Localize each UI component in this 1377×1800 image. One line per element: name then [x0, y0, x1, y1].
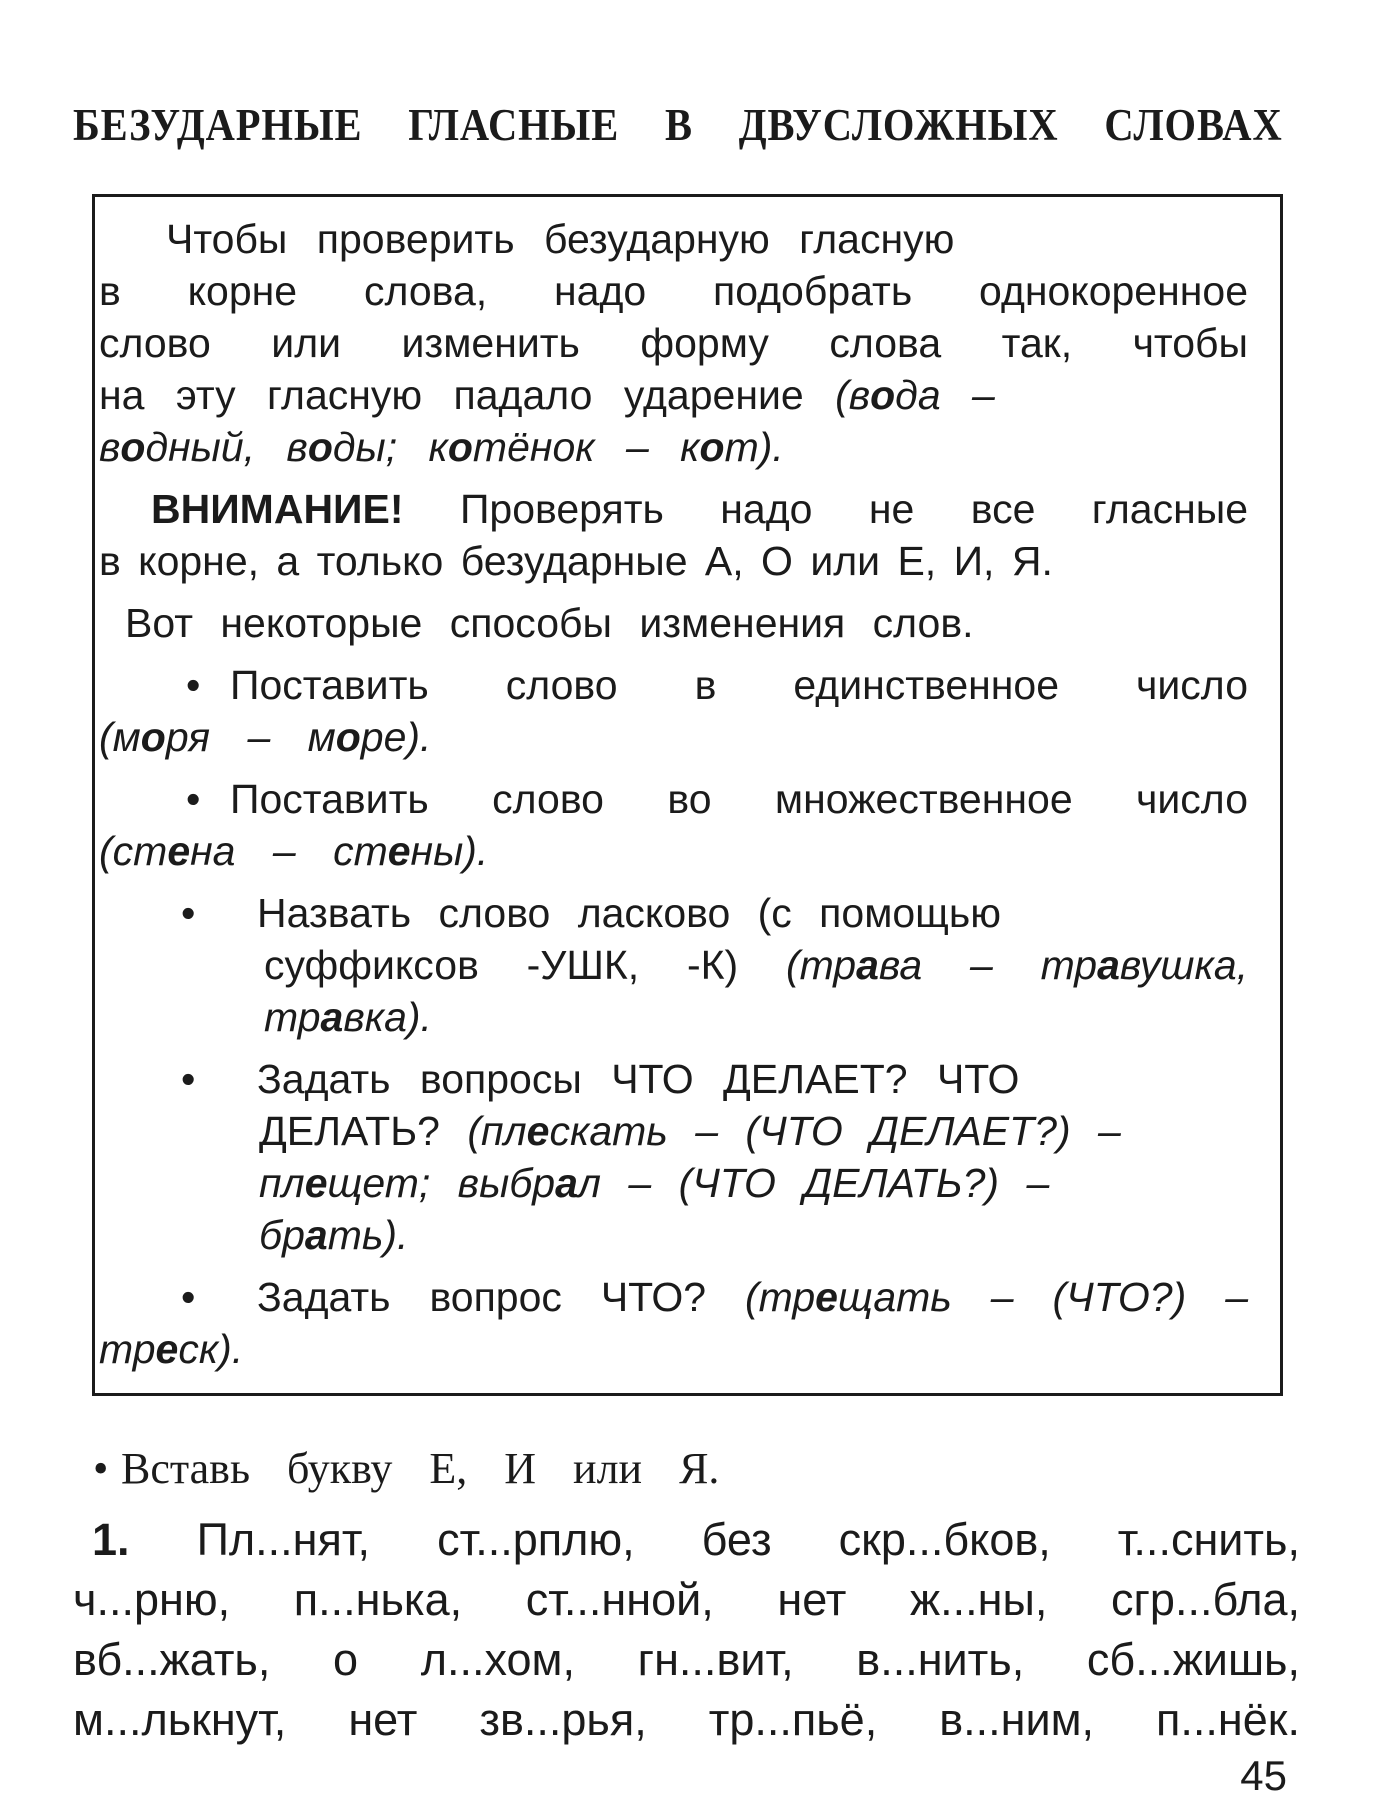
bullet-icon: • — [93, 1444, 109, 1494]
text-segment: Вот некоторые способы изменения слов. — [125, 600, 974, 647]
text-segment: щет; выбр — [327, 1160, 556, 1207]
paragraph — [99, 887, 1248, 1043]
text-segment: о — [140, 714, 166, 761]
text-segment: да – — [895, 372, 995, 419]
text-segment: ть). — [327, 1212, 409, 1259]
text-segment: щать – (ЧТО?) – — [837, 1274, 1249, 1321]
text-segment: е — [526, 1108, 550, 1155]
paragraph — [99, 1271, 1248, 1375]
page-title: БЕЗУДАРНЫЕ ГЛАСНЫЕ В ДВУСЛОЖНЫХ СЛОВАХ — [73, 100, 1283, 151]
text-segment: скать – (ЧТО ДЕЛАЕТ?) – — [549, 1108, 1121, 1155]
text-segment: Проверять надо не все гласные — [403, 486, 1248, 533]
text-segment: т). — [724, 424, 784, 471]
text-segment: на – ст — [190, 828, 388, 875]
text-line — [259, 1157, 1248, 1209]
text-segment: ны). — [410, 828, 489, 875]
text-line — [186, 773, 1248, 825]
text-segment: ва – тр — [878, 942, 1098, 989]
text-line — [181, 887, 1248, 939]
text-segment: в корне, а только безударные А, О или Е, И, Я. — [99, 538, 1053, 585]
text-segment: (тр — [745, 1274, 816, 1321]
text-segment: о — [307, 424, 333, 471]
page-number: 45 — [1240, 1752, 1287, 1800]
text-segment: вушка, — [1119, 942, 1249, 989]
text-segment: ря – м — [165, 714, 336, 761]
text-segment: на эту гласную падало ударение — [99, 372, 836, 419]
text-segment: Назвать слово ласково (с помощью — [257, 890, 1002, 937]
text-segment: а — [555, 1160, 578, 1207]
text-segment: о — [120, 424, 146, 471]
text-segment: о — [447, 424, 473, 471]
text-line — [73, 1570, 1300, 1630]
paragraph — [99, 483, 1248, 587]
text-line — [99, 711, 1248, 763]
text-segment: (в — [835, 372, 871, 419]
paragraph — [99, 597, 1248, 649]
text-segment: е — [815, 1274, 838, 1321]
text-line — [99, 317, 1248, 369]
text-segment: е — [167, 828, 191, 875]
text-line — [151, 483, 1248, 535]
text-segment: о — [699, 424, 725, 471]
text-line — [181, 1053, 1248, 1105]
text-line — [73, 1690, 1300, 1750]
text-segment: е — [155, 1326, 179, 1373]
text-line — [259, 1105, 1248, 1157]
rule-box-content — [99, 213, 1248, 1375]
text-line — [99, 265, 1248, 317]
text-segment: Поставить слово во множественное число — [230, 776, 1248, 823]
text-segment: а — [320, 994, 344, 1041]
text-segment: ВНИМАНИЕ! — [151, 486, 404, 533]
text-segment: ск). — [178, 1326, 244, 1373]
text-segment: е — [387, 828, 411, 875]
text-line — [99, 535, 1248, 587]
text-segment: в корне слова, надо подобрать однокоренное — [99, 268, 1248, 315]
text-segment: вб...жать, о л...хом, гн...вит, в...нить, сб...жишь, — [73, 1634, 1300, 1686]
text-segment: (ст — [99, 828, 168, 875]
text-segment: пл — [259, 1160, 305, 1207]
text-line — [92, 1510, 1300, 1570]
text-segment: 1. — [92, 1514, 130, 1566]
text-segment: а — [304, 1212, 328, 1259]
text-segment: суффиксов -УШК, -К) — [264, 942, 786, 989]
text-segment: (пл — [467, 1108, 527, 1155]
text-line — [99, 421, 1248, 473]
text-segment: в — [99, 424, 121, 471]
text-segment: е — [304, 1160, 328, 1207]
text-segment: Задать вопросы ЧТО ДЕЛАЕТ? ЧТО — [257, 1056, 1020, 1103]
text-line — [259, 1209, 1248, 1261]
text-segment: (м — [99, 714, 141, 761]
exercise-1 — [73, 1510, 1300, 1750]
bullet-icon: • — [181, 1274, 196, 1321]
instruction-text: Вставь букву Е, И или Я. — [121, 1444, 720, 1494]
text-line — [99, 1323, 1248, 1375]
text-segment: Поставить слово в единственное число — [230, 662, 1248, 709]
text-segment: бр — [259, 1212, 305, 1259]
bullet-icon: • — [186, 776, 201, 823]
paragraph — [99, 213, 1248, 473]
text-segment: а — [1097, 942, 1120, 989]
bullet-icon: • — [181, 890, 196, 937]
text-segment: Чтобы проверить безударную гласную — [166, 216, 955, 263]
text-segment: о — [335, 714, 361, 761]
text-segment: тр — [264, 994, 321, 1041]
text-segment: а — [856, 942, 879, 989]
text-line — [264, 991, 1248, 1043]
text-line — [166, 213, 1248, 265]
text-segment: Задать вопрос ЧТО? — [257, 1274, 745, 1321]
text-line — [125, 597, 1248, 649]
text-segment: тр — [99, 1326, 156, 1373]
text-segment: л – (ЧТО ДЕЛАТЬ?) – — [577, 1160, 1050, 1207]
paragraph — [99, 1053, 1248, 1261]
bullet-icon: • — [186, 662, 201, 709]
paragraph — [99, 773, 1248, 877]
text-line — [186, 659, 1248, 711]
rule-box — [92, 194, 1283, 1396]
text-line — [181, 1271, 1248, 1323]
text-segment: ре). — [360, 714, 432, 761]
text-segment: ДЕЛАТЬ? — [259, 1108, 468, 1155]
paragraph — [99, 659, 1248, 763]
text-line — [264, 939, 1248, 991]
text-line — [99, 369, 1248, 421]
text-line — [73, 1630, 1300, 1690]
text-segment: ч...рню, п...нька, ст...нной, нет ж...ны, сгр...бла, — [73, 1574, 1300, 1626]
text-segment: слово или изменить форму слова так, чтобы — [99, 320, 1248, 367]
text-segment: м...лькнут, нет зв...рья, тр...пьё, в...ним, п...нёк. — [73, 1694, 1300, 1746]
text-segment: ды; к — [332, 424, 448, 471]
exercise-instruction — [93, 1442, 1300, 1496]
bullet-icon: • — [181, 1056, 196, 1103]
text-line — [99, 825, 1248, 877]
text-segment: дный, в — [145, 424, 308, 471]
text-segment: Пл...нят, ст...рплю, без скр...бков, т...снить, — [129, 1514, 1300, 1566]
text-segment: (тр — [785, 942, 857, 989]
text-segment: о — [870, 372, 896, 419]
text-segment: вка). — [343, 994, 432, 1041]
text-segment: тёнок – к — [472, 424, 700, 471]
